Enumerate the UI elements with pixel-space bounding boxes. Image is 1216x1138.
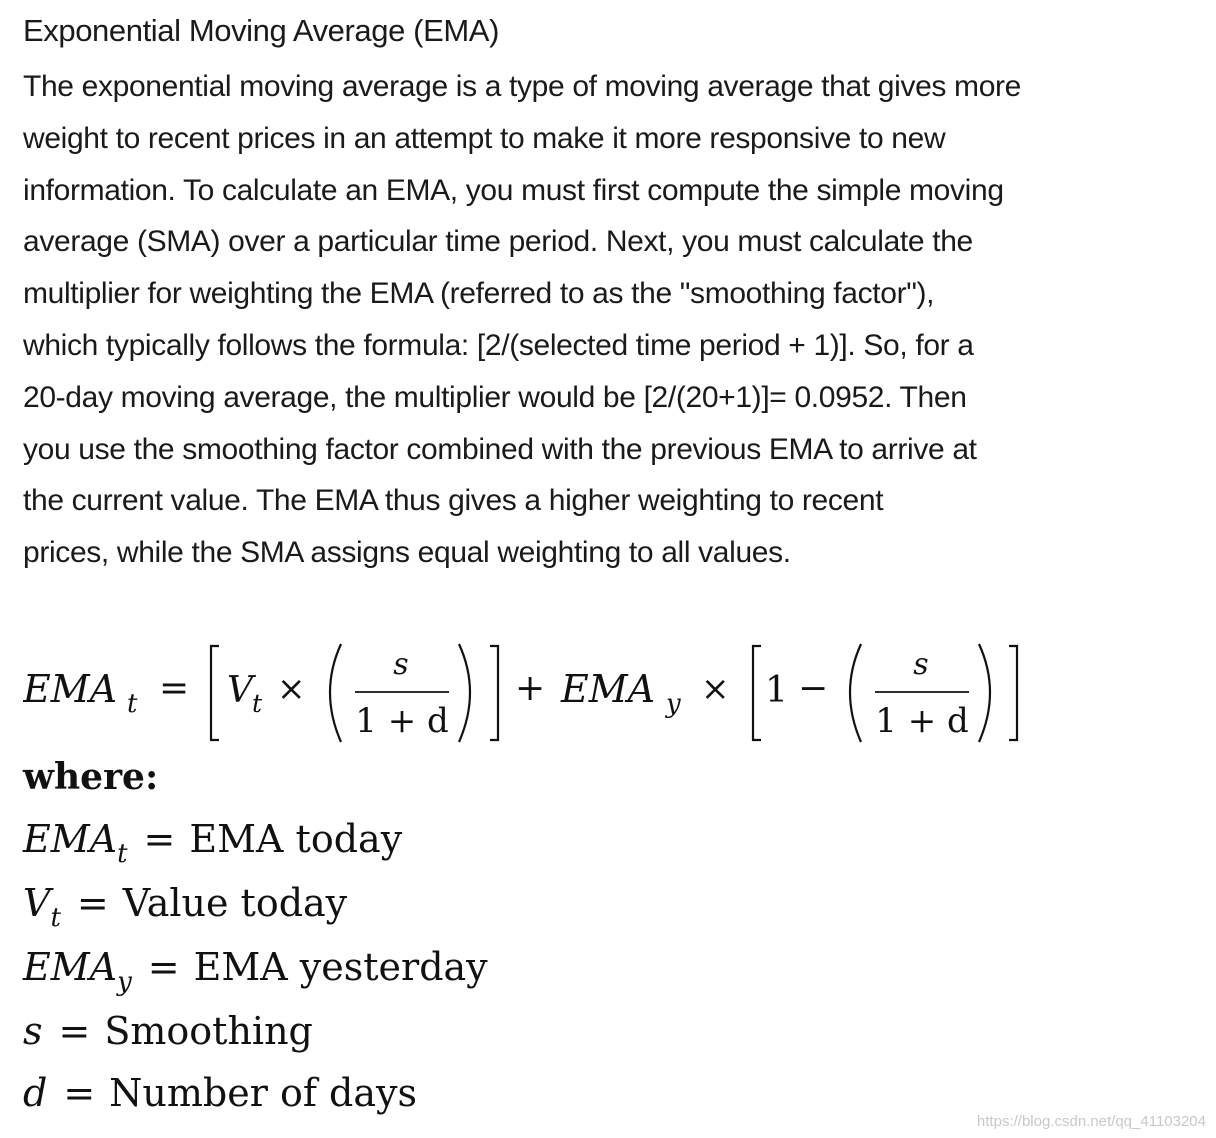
- definition-equals: =: [63, 1071, 96, 1115]
- formula-times-2: ×: [701, 669, 730, 709]
- paragraph-line: weight to recent prices in an attempt to make it more responsive to new: [23, 121, 946, 155]
- right-paren: [459, 644, 470, 742]
- right-square-bracket-2: [1009, 646, 1017, 740]
- definition-smoothing: [23, 1009, 313, 1053]
- watermark-text: https://blog.csdn.net/qq_41103204: [976, 1113, 1206, 1130]
- formula-equals: =: [159, 668, 190, 709]
- paragraph-line: information. To calculate an EMA, you must first compute the simple moving: [23, 173, 1004, 207]
- formula-value-sub: t: [252, 689, 263, 718]
- left-paren: [330, 644, 341, 742]
- definition-meaning: Smoothing: [104, 1009, 313, 1053]
- formula-lhs: EMA: [23, 667, 118, 711]
- formula-ema-prev-sub: y: [666, 689, 681, 719]
- definition-symbol: EMA: [23, 817, 118, 861]
- formula-plus: +: [515, 668, 546, 709]
- definition-subscript: t: [117, 839, 128, 869]
- paragraph-line: which typically follows the formula: [2/(selected time period + 1)]. So, for a: [23, 328, 974, 362]
- formula-one: 1: [765, 670, 788, 711]
- paragraph-line: the current value. The EMA thus gives a higher weighting to recent: [23, 484, 884, 518]
- fraction-numerator: s: [393, 647, 409, 682]
- definition-symbol: s: [23, 1009, 43, 1053]
- paragraph-line: average (SMA) over a particular time period. Next, you must calculate the: [23, 225, 973, 259]
- paragraph-line: prices, while the SMA assigns equal weighting to all values.: [23, 536, 791, 570]
- fraction-numerator-2: s: [913, 647, 929, 682]
- definition-equals: =: [58, 1009, 91, 1053]
- ema-description-paragraph: [23, 61, 1173, 579]
- definition-symbol: EMA: [23, 945, 118, 989]
- section-title: Exponential Moving Average (EMA): [23, 13, 499, 48]
- ema-formula: [23, 630, 1043, 750]
- fraction-denominator: 1 + d: [355, 701, 449, 741]
- definition-meaning: EMA today: [189, 817, 403, 861]
- definition-equals: =: [76, 881, 109, 925]
- right-square-bracket: [490, 646, 498, 740]
- definition-ema-today: [23, 817, 403, 869]
- ema-formula-svg: [23, 630, 1043, 750]
- paragraph-line: The exponential moving average is a type of moving average that gives more: [23, 70, 1022, 103]
- paragraph-line: multiplier for weighting the EMA (referred to as the "smoothing factor"),: [23, 277, 935, 311]
- paragraph-line: you use the smoothing factor combined with the previous EMA to arrive at: [23, 432, 977, 466]
- formula-value-symbol: V: [227, 670, 253, 711]
- definition-number-of-days: [23, 1071, 417, 1115]
- definition-equals: =: [147, 945, 180, 989]
- definition-ema-yesterday: [23, 945, 488, 997]
- definition-meaning: EMA yesterday: [193, 945, 488, 989]
- definition-subscript: y: [117, 967, 132, 997]
- definition-meaning: Number of days: [109, 1071, 417, 1115]
- formula-times: ×: [277, 669, 306, 709]
- right-paren-2: [979, 644, 990, 742]
- definition-value-today: [23, 881, 348, 933]
- left-square-bracket: [211, 646, 219, 740]
- formula-lhs-sub: t: [127, 689, 138, 719]
- definition-subscript: t: [50, 903, 61, 933]
- left-paren-2: [850, 644, 861, 742]
- left-square-bracket-2: [753, 646, 761, 740]
- fraction-denominator-2: 1 + d: [875, 701, 969, 741]
- formula-minus: −: [798, 668, 829, 709]
- definition-symbol: d: [23, 1071, 48, 1115]
- definition-equals: =: [143, 817, 176, 861]
- formula-ema-prev: EMA: [561, 667, 656, 711]
- paragraph-line: 20-day moving average, the multiplier would be [2/(20+1)]= 0.0952. Then: [23, 380, 967, 414]
- definition-meaning: Value today: [122, 881, 348, 925]
- where-label: where:: [23, 756, 159, 798]
- definition-symbol: V: [23, 881, 51, 925]
